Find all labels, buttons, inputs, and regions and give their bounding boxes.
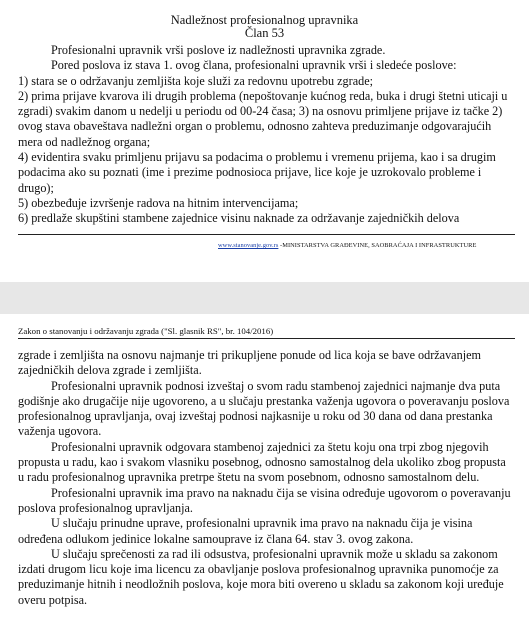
page-separator — [0, 282, 529, 314]
paragraph: zgrade i zemljišta na osnovu najmanje tri prikupljene ponude od lica koja se bave održavanjem zajedničkih delova zgrade i zemljišta. — [18, 348, 481, 378]
page-header: Zakon o stanovanju i održavanju zgrada ("Sl. glasnik RS", br. 104/2016) — [18, 326, 274, 336]
footer-link[interactable]: www.stanovanje.gov.rs — [218, 242, 279, 249]
list-item: 4) evidentira svaku primljenu prijavu sa podacima o problemu i vremenu prijema, kao i sa drugim podacima ako su poznati (ime i prezime podnosioca prijave, lice koje je uzrokovalo probleme i drugo); — [18, 150, 496, 195]
document-page-top — [0, 0, 529, 282]
footer-divider — [18, 234, 515, 235]
list-item: 2) prima prijave kvarova ili drugih problema (nepoštovanje kućnog reda, buka i drugi štetni uticaji u zgradi) svakim danom u nedelji u periodu od 00-24 časa; 3) na osnovu primljene prijave iz tačke 2) ovog stava obaveštava nadležni organ o problemu, odnosno zahteva preduzimanje odgovarajućih mera od nadležnog organa; — [18, 88, 508, 149]
section-title: Nadležnost profesionalnog upravnika — [170, 13, 359, 27]
paragraph: U slučaju prinudne uprave, profesionalni upravnik ima pravo na naknadu čija je visina određena odlukom jedinice lokalne samouprave iz člana 64. stav 3. ovog zakona. — [18, 516, 473, 546]
paragraph: Profesionalni upravnik vrši poslove iz nadležnosti upravnika zgrade. — [51, 43, 386, 57]
paragraph: Profesionalni upravnik odgovara stambenoj zajednici za štetu koju ona trpi zbog njegovih propusta u radu, kao i svakom vlasniku posebnog, odnosno samostalnog dela ukoliko zbog propusta u radu profesionalnog upravnika pretrpe štetu na svom posebnom, odnosno samostalnom delu. — [18, 439, 506, 485]
article-body — [18, 43, 514, 227]
paragraph: Profesionalni upravnik ima pravo na naknadu čija se visina određuje ugovorom o poveravanju poslova profesionalnog upravljanja. — [18, 485, 511, 515]
paragraph: Pored poslova iz stava 1. ovog člana, profesionalni upravnik vrši i sledeće poslove: — [51, 58, 457, 73]
list-item: 1) stara se o održavanju zemljišta koje služi za redovnu upotrebu zgrade; — [18, 73, 373, 88]
page-footer — [218, 242, 518, 249]
footer-text: -MINISTARSTVA GRAĐEVINE, SAOBRAĆAJA I INFRASTRUKTURE — [278, 242, 477, 249]
header-divider — [18, 338, 515, 339]
paragraph: U slučaju sprečenosti za rad ili odsustva, profesionalni upravnik može u skladu sa zakonom izdati drugom licu koje ima licencu za obavljanje poslova profesionalnog upravnika punomoćje za preduzimanje hitnih i neodložnih poslova, koje mora biti overeno u skladu sa zakonom koji uređuje overu potpisa. — [18, 546, 504, 607]
paragraph: Profesionalni upravnik podnosi izveštaj o svom radu stambenoj zajednici najmanje dva puta godišnje ako drugačije nije ugovoreno, a u slučaju prestanka važenja ugovora o poveravanju poslova profesionalnog upravljanja, ovaj izveštaj podnosi najkasnije u roku od 30 dana od dana prestanka važenja ugovora. — [18, 378, 510, 439]
list-item: 5) obezbeđuje izvršenje radova na hitnim intervencijama; — [18, 195, 299, 210]
article-number: Član 53 — [244, 26, 285, 40]
document-page-bottom — [0, 314, 529, 631]
article-body-continued — [18, 348, 514, 608]
list-item: 6) predlaže skupštini stambene zajednice visinu naknade za održavanje zajedničkih delova — [18, 211, 460, 226]
